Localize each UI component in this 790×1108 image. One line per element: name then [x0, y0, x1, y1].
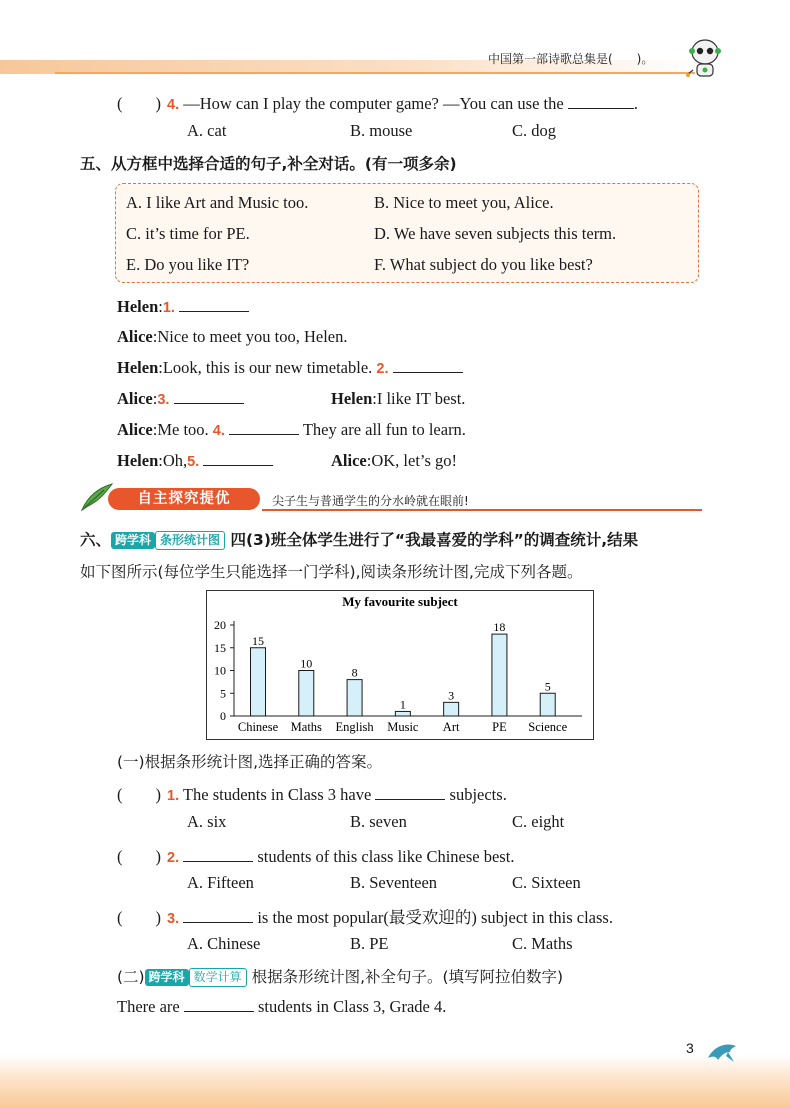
question-number: 3. [167, 911, 180, 927]
dialogue-line-5 [117, 420, 466, 440]
q3-option-b[interactable]: B. PE [350, 934, 389, 953]
y-tick-label: 0 [220, 709, 226, 723]
colon: : [152, 389, 158, 408]
dialogue-text: OK, let’s go! [371, 451, 458, 470]
robot-mascot-icon [684, 36, 726, 80]
y-tick-label: 20 [214, 618, 226, 632]
answer-blank[interactable] [179, 297, 249, 312]
question-number: 3. [157, 392, 170, 408]
header-question: 中国第一部诗歌总集是( )。 [488, 52, 654, 66]
q1-option-a[interactable]: A. six [187, 812, 227, 831]
page-number: 3 [686, 1040, 694, 1056]
question-number: 4. [167, 97, 180, 113]
speaker: Helen [117, 358, 159, 377]
answer-blank[interactable] [183, 847, 253, 862]
q4-option-b[interactable]: B. mouse [350, 121, 413, 140]
y-tick-label: 5 [220, 686, 226, 701]
y-tick-label: 10 [214, 663, 226, 678]
bar-chart [206, 590, 594, 740]
banner-rule [262, 509, 702, 511]
speaker: Alice [117, 327, 153, 346]
colon: : [152, 327, 158, 346]
question-text: The students in Class 3 have [182, 785, 372, 804]
q2-line [117, 843, 514, 867]
question-number: 1. [167, 788, 180, 804]
dialogue-line-4-reply [331, 389, 465, 409]
part2-title: 根据条形统计图,补全句子。(填写阿拉伯数字) [251, 968, 564, 986]
q3-option-c[interactable]: C. Maths [512, 934, 573, 953]
category-label: Chinese [237, 720, 279, 734]
q3-option-a[interactable]: A. Chinese [187, 934, 261, 953]
bar-chinese [251, 648, 266, 716]
answer-bracket[interactable]: ( ) [117, 94, 161, 113]
part1-title: (一)根据条形统计图,选择正确的答案。 [117, 753, 383, 771]
banner-title: 自主探究提优 [108, 488, 260, 510]
question-number: 2. [167, 850, 180, 866]
answer-bracket[interactable]: ( ) [117, 847, 161, 866]
colon: : [158, 297, 163, 316]
choice-e: E. Do you like IT? [126, 255, 250, 274]
tag-cross-subject: 跨学科 [111, 532, 155, 549]
category-label: PE [492, 720, 507, 734]
category-label: Art [442, 720, 460, 734]
data-label: 8 [351, 665, 358, 680]
question-number: 5. [187, 454, 200, 470]
answer-blank[interactable] [203, 451, 273, 466]
data-label: 5 [544, 679, 551, 694]
dialogue-line-6-reply [331, 451, 457, 471]
q4-option-a[interactable]: A. cat [187, 121, 227, 140]
category-label: Maths [290, 720, 322, 734]
dialogue-line-4 [117, 389, 244, 409]
dialogue-text: Nice to meet you too, Helen. [157, 327, 348, 346]
bar-maths [299, 671, 314, 717]
dialogue-text: Oh, [162, 451, 188, 470]
q2-option-a[interactable]: A. Fifteen [187, 873, 254, 892]
category-label: English [335, 720, 374, 734]
answer-blank[interactable] [183, 908, 253, 923]
fill-sentence [117, 997, 446, 1017]
speaker: Helen [117, 451, 159, 470]
tag-bar-chart: 条形统计图 [155, 531, 225, 550]
fill-text: There are [117, 997, 180, 1016]
question-number: 4. [212, 423, 225, 439]
bar-music [395, 711, 410, 716]
dialogue-line-6 [117, 451, 273, 471]
answer-blank[interactable] [229, 420, 299, 435]
colon: : [158, 358, 163, 377]
q1-option-c[interactable]: C. eight [512, 812, 565, 831]
choice-d: D. We have seven subjects this term. [374, 224, 617, 243]
data-label: 18 [493, 620, 506, 635]
q4-line [117, 90, 638, 114]
bar-english [347, 680, 362, 716]
chart-title: My favourite subject [342, 594, 458, 609]
answer-blank[interactable] [174, 389, 244, 404]
colon: : [372, 389, 377, 408]
answer-blank[interactable] [184, 997, 254, 1012]
answer-blank[interactable] [568, 94, 634, 109]
speaker: Helen [331, 389, 373, 408]
section6-intro-line1 [80, 528, 638, 550]
colon: : [152, 420, 158, 439]
colon: : [158, 451, 163, 470]
dialogue-text: They are all fun to learn. [302, 420, 466, 439]
fill-text: students in Class 3, Grade 4. [258, 997, 447, 1016]
dialogue-text: Look, this is our new timetable. [162, 358, 373, 377]
data-label: 15 [252, 633, 264, 648]
q2-option-b[interactable]: B. Seventeen [350, 873, 438, 892]
part2-title-line [117, 965, 563, 987]
speaker: Alice [117, 389, 153, 408]
choice-f: F. What subject do you like best? [374, 255, 593, 274]
section6-prefix: 六、 [80, 531, 112, 549]
question-number: 1. [162, 300, 175, 316]
bar-pe [492, 634, 507, 716]
dialogue-line-2 [117, 327, 347, 347]
part2-prefix: (二) [117, 968, 145, 986]
dialogue-line-1 [117, 297, 249, 317]
colon: : [366, 451, 372, 470]
bar-science [540, 693, 555, 716]
data-label: 1 [399, 697, 406, 712]
question-text: is the most popular(最受欢迎的) subject in this class. [257, 908, 613, 927]
answer-bracket[interactable]: ( ) [117, 785, 161, 804]
speaker: Alice [331, 451, 367, 470]
y-tick-label: 15 [214, 640, 226, 655]
q1-option-b[interactable]: B. seven [350, 812, 407, 831]
dolphin-icon [706, 1040, 740, 1066]
question-text: —How can I play the computer game? —You can use the [183, 94, 564, 113]
dialogue-text: Me too. [157, 420, 209, 439]
data-label: 3 [448, 688, 455, 703]
q3-line [117, 904, 613, 928]
answer-blank[interactable] [375, 785, 445, 800]
answer-blank[interactable] [393, 358, 463, 373]
choice-c: C. it’s time for PE. [126, 224, 250, 243]
speaker: Helen [117, 297, 159, 316]
dialogue-text: I like IT best. [376, 389, 466, 408]
question-text: students of this class like Chinese best. [257, 847, 515, 866]
section6-intro-line2: 如下图所示(每位学生只能选择一门学科),阅读条形统计图,完成下列各题。 [80, 563, 583, 581]
footer-band [0, 1055, 790, 1108]
question-text: subjects. [449, 785, 507, 804]
data-label: 10 [300, 656, 313, 671]
header-rule [55, 72, 695, 74]
choice-a: A. I like Art and Music too. [126, 193, 309, 212]
answer-bracket[interactable]: ( ) [117, 908, 161, 927]
tag-cross-subject: 跨学科 [145, 969, 189, 986]
question-number: 2. [376, 361, 389, 377]
q4-option-c[interactable]: C. dog [512, 121, 557, 140]
dialogue-line-3 [117, 358, 463, 378]
banner-subtitle: 尖子生与普通学生的分水岭就在眼前! [272, 494, 469, 508]
section5-title: 五、从方框中选择合适的句子,补全对话。(有一项多余) [80, 155, 457, 173]
section6-intro-text: 四(3)班全体学生进行了“我最喜爱的学科”的调查统计,结果 [230, 531, 639, 549]
bar-art [444, 702, 459, 716]
question-end: . [633, 94, 638, 113]
category-label: Science [528, 720, 568, 734]
q2-option-c[interactable]: C. Sixteen [512, 873, 581, 892]
category-label: Music [387, 720, 419, 734]
speaker: Alice [117, 420, 153, 439]
q1-line [117, 781, 507, 805]
tag-math: 数学计算 [189, 968, 247, 987]
choice-b: B. Nice to meet you, Alice. [374, 193, 554, 212]
